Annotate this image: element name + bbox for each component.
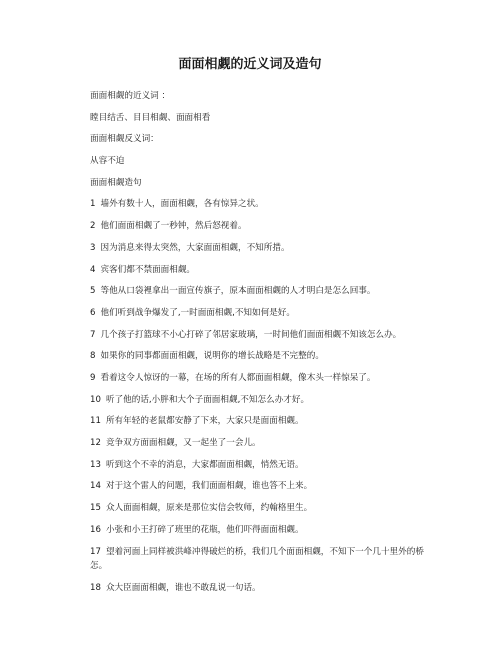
sentence-text: 等他从口袋裡拿出一面宣传旗子，原本面面相觑的人才明白是怎么回事。: [100, 286, 376, 297]
antonym-heading: 面面相觑反义词：: [90, 134, 159, 145]
sentence-number: 17: [90, 547, 101, 558]
document-title: 面面相觑的近义词及造句: [178, 57, 322, 72]
sentence-item: [90, 437, 440, 449]
example-heading: 面面相觑造句: [90, 177, 142, 188]
sentence-number: 8: [90, 351, 96, 362]
sentence-number: 10: [90, 394, 101, 405]
sentence-text: 看着这令人惊讶的一幕，在场的所有人都面面相觑，像木头一样惊呆了。: [100, 372, 376, 383]
sentence-item: [90, 480, 440, 492]
sentence-number: 5: [90, 286, 96, 297]
sentence-item: [90, 198, 440, 210]
sentence-item: [90, 264, 440, 276]
sentence-number: 11: [90, 416, 101, 427]
sentence-number: 7: [90, 329, 96, 340]
sentence-number: 1: [90, 199, 96, 210]
sentence-text: 小张和小王打碎了班里的花瓶，他们吓得面面相觑。: [105, 524, 304, 535]
sentence-number: 16: [90, 524, 101, 535]
sentence-number: 3: [90, 242, 96, 253]
sentence-text: 听了他的话,小胖和大个子面面相觑,不知怎么办才好。: [105, 394, 310, 405]
sentence-item: [90, 582, 440, 594]
sentence-text: 如果你的同事都面面相觑，说明你的增长战略是不完整的。: [100, 351, 324, 362]
sentence-number: 6: [90, 307, 96, 318]
sentence-item: [90, 329, 440, 341]
antonym-list: 从容不迫: [90, 156, 125, 167]
sentence-text: 众大臣面面相觑，谁也不敢乱说一句话。: [105, 583, 261, 594]
sentence-text: 众人面面相觑，原来是那位实信会牧师，约翰格里生。: [105, 503, 313, 514]
sentence-item: [90, 307, 440, 319]
sentence-item: [90, 394, 440, 406]
sentence-number: 4: [90, 264, 96, 275]
synonym-list: 瞠目结舌、目目相觑、面面相看: [90, 112, 211, 123]
sentence-text: 他们面面相觑了一秒钟，然后怒视着。: [100, 221, 247, 232]
sentence-number: 9: [90, 372, 96, 383]
sentence-item: [90, 524, 440, 536]
sentence-number: 14: [90, 481, 101, 492]
sentence-number: 13: [90, 459, 101, 470]
sentence-text: 竞争双方面面相觑，又一起坐了一会儿。: [105, 438, 261, 448]
sentence-text: 因为消息来得太突然，大家面面相觑，不知所措。: [100, 242, 290, 253]
sentence-item: [90, 545, 430, 573]
sentence-text: 几个孩子打篮球不小心打碎了邻居家玻璃，一时间他们面面相觑不知该怎么办。: [100, 329, 402, 340]
sentence-item: [90, 372, 440, 384]
sentence-text: 望着河面上同样被洪峰冲得破烂的桥，我们几个面面相觑，不知下一个几十里外的桥怎。: [90, 547, 424, 572]
sentence-number: 15: [90, 503, 101, 514]
sentence-item: [90, 350, 440, 362]
sentence-text: 墙外有数十人，面面相觑，各有惊异之状。: [100, 199, 264, 210]
sentence-text: 宾客们都不禁面面相觑。: [100, 264, 196, 275]
sentence-item: [90, 285, 440, 297]
sentence-number: 12: [90, 438, 101, 448]
sentence-number: 2: [90, 221, 96, 232]
sentence-text: 听到这个不幸的消息，大家都面面相觑，悄然无语。: [105, 459, 304, 470]
sentence-text: 所有年轻的老鼠都安静了下来，大家只是面面相觑。: [105, 416, 304, 427]
sentence-text: 对于这个雷人的问题，我们面面相觑，谁也答不上来。: [105, 481, 313, 492]
sentence-number: 18: [90, 583, 101, 594]
sentence-item: [90, 415, 440, 427]
sentence-item: [90, 502, 440, 514]
sentence-item: [90, 220, 440, 232]
sentence-text: 他们听到战争爆发了,一时面面相觑,不知如何是好。: [100, 307, 295, 318]
sentence-item: [90, 242, 440, 254]
synonym-heading: 面面相觑的近义词 ：: [90, 91, 171, 101]
sentence-item: [90, 459, 440, 471]
